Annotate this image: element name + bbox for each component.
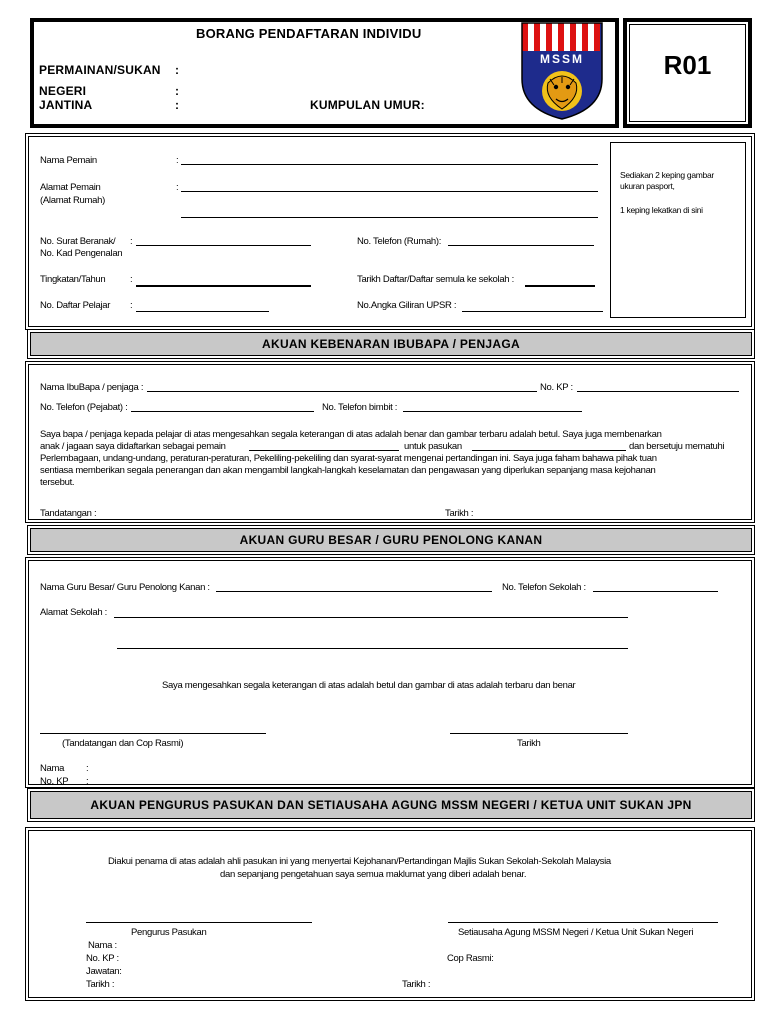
player-address-line-1[interactable]: [181, 191, 598, 192]
ic-colon: :: [130, 236, 133, 247]
parent-kp-label: No. KP :: [540, 382, 573, 393]
player-name-colon: :: [176, 155, 179, 166]
form-code: R01: [663, 50, 712, 80]
parent-decl-4: sentiasa memberikan segala penerangan dan akan mengambil langkah-langkah keselamatan dan pengawasan yang diperlukan sepanjang masa kejohanan: [40, 465, 656, 476]
ic-label: No. Kad Pengenalan: [40, 248, 123, 259]
parent-decl-2b: untuk pasukan: [404, 441, 462, 452]
birth-cert-label: No. Surat Beranak/: [40, 236, 116, 247]
headmaster-name-colon: :: [86, 763, 89, 774]
headmaster-section-header: [30, 528, 752, 552]
photo-note-2: ukuran pasport,: [620, 181, 675, 191]
form-title: BORANG PENDAFTARAN INDIVIDU: [196, 26, 422, 41]
headmaster-kp-short: No. KP: [40, 776, 69, 784]
mssm-logo: [520, 21, 604, 121]
student-no-label: No. Daftar Pelajar: [40, 300, 111, 311]
official-stamp-label: Cop Rasmi:: [447, 953, 494, 964]
form-year-line[interactable]: [136, 285, 311, 287]
parent-decl-2a: anak / jagaan saya didaftarkan sebagai pemain: [40, 441, 226, 452]
headmaster-name-short: Nama: [40, 763, 65, 774]
gender-label: JANTINA: [39, 98, 93, 112]
player-address-sub: (Alamat Rumah): [40, 195, 105, 206]
secretary-label: Setiausaha Agung MSSM Negeri / Ketua Unit Sukan Negeri: [458, 927, 694, 938]
sport-label: PERMAINAN/SUKAN: [39, 63, 161, 77]
headmaster-date-label: Tarikh: [517, 738, 541, 749]
team-manager-label: Pengurus Pasukan: [131, 927, 207, 938]
headmaster-sign-line[interactable]: [40, 733, 266, 734]
parent-team-line[interactable]: [472, 450, 626, 451]
register-date-label: Tarikh Daftar/Daftar semula ke sekolah :: [357, 274, 514, 285]
student-no-colon: :: [130, 300, 133, 311]
manager-confirm-2: dan sepanjang pengetahuan saya semua maklumat yang diberi adalah benar.: [220, 869, 527, 880]
school-phone-line[interactable]: [593, 591, 718, 592]
parent-section-header: [30, 332, 752, 356]
office-phone-label: No. Telefon (Pejabat) :: [40, 402, 128, 413]
school-address-label: Alamat Sekolah :: [40, 607, 108, 618]
parent-date-label: Tarikh :: [445, 508, 474, 518]
parent-section-title: AKUAN KEBENARAN IBUBAPA / PENJAGA: [262, 337, 520, 351]
student-no-line[interactable]: [136, 311, 269, 312]
parent-signature-row: [40, 505, 740, 518]
secretary-date-label: Tarikh :: [402, 979, 431, 990]
phone-home-line[interactable]: [448, 245, 594, 246]
logo-text: MSSM: [540, 52, 584, 66]
headmaster-kp-row: [40, 776, 160, 784]
state-colon: :: [175, 84, 180, 98]
manager-confirm-1: Diakui penama di atas adalah ahli pasukan ini yang menyertai Kejohanan/Pertandingan Majlis Sukan Sekolah-Sekolah Malaysia: [108, 856, 611, 867]
photo-note-1: Sediakan 2 keping gambar: [620, 170, 714, 180]
manager-section-title: AKUAN PENGURUS PASUKAN DAN SETIAUSAHA AGUNG MSSM NEGERI / KETUA UNIT SUKAN JPN: [90, 798, 692, 812]
ic-line[interactable]: [136, 245, 311, 246]
manager-section-header: [30, 791, 752, 819]
gender-colon: :: [175, 98, 180, 112]
headmaster-date-line[interactable]: [450, 733, 628, 734]
secretary-sign-line[interactable]: [448, 922, 718, 923]
state-label: NEGERI: [39, 84, 87, 98]
headmaster-section-title: AKUAN GURU BESAR / GURU PENOLONG KANAN: [239, 533, 543, 547]
headmaster-kp-colon: :: [86, 776, 89, 784]
player-address-colon: :: [176, 182, 179, 193]
form-code-box: [623, 18, 752, 128]
photo-box[interactable]: [610, 142, 746, 318]
sign-stamp-label: (Tandatangan dan Cop Rasmi): [62, 738, 184, 749]
headmaster-name-label: Nama Guru Besar/ Guru Penolong Kanan :: [40, 582, 210, 593]
mobile-label: No. Telefon bimbit :: [322, 402, 398, 413]
parent-name-label: Nama IbuBapa / penjaga :: [40, 382, 144, 393]
manager-date-label: Tarikh :: [86, 979, 115, 990]
form-year-colon: :: [130, 274, 133, 285]
school-phone-label: No. Telefon Sekolah :: [502, 582, 586, 593]
headmaster-confirm-text: Saya mengesahkan segala keterangan di atas adalah betul dan gambar di atas adalah terbaru dan benar: [162, 680, 576, 691]
parent-signature-label: Tandatangan :: [40, 508, 97, 518]
school-address-line-2[interactable]: [117, 648, 628, 649]
form-year-label: Tingkatan/Tahun: [40, 274, 106, 285]
phone-home-label: No. Telefon (Rumah):: [357, 236, 442, 247]
team-manager-sign-line[interactable]: [86, 922, 312, 923]
parent-decl-5: tersebut.: [40, 477, 75, 488]
parent-decl-1: Saya bapa / penjaga kepada pelajar di atas mengesahkan segala keterangan di atas adalah benar dan gambar terbaru adalah betul. Saya juga membenarkan: [40, 429, 662, 440]
manager-position-label: Jawatan:: [86, 966, 122, 977]
player-name-label: Nama Pemain: [40, 155, 97, 166]
headmaster-name-line[interactable]: [216, 591, 492, 592]
sport-colon: :: [175, 63, 180, 77]
parent-name-line[interactable]: [147, 391, 537, 392]
manager-kp-label: No. KP :: [86, 953, 119, 964]
age-group-label: KUMPULAN UMUR:: [310, 98, 425, 112]
mobile-line[interactable]: [403, 411, 582, 412]
parent-sport-line[interactable]: [249, 450, 399, 451]
player-address-line-2[interactable]: [181, 217, 598, 218]
player-address-label: Alamat Pemain: [40, 182, 101, 193]
school-address-line-1[interactable]: [114, 617, 628, 618]
player-name-line[interactable]: [181, 164, 598, 165]
upsr-label: No.Angka Giliran UPSR :: [357, 300, 457, 311]
parent-decl-3: Perlembagaan, undang-undang, peraturan-peraturan, Pekeliling-pekeliling dan syarat-syarat mengenai pertandingan ini. Saya juga faham bahawa pihak tuan: [40, 453, 657, 464]
manager-name-label: Nama :: [88, 940, 117, 951]
upsr-line[interactable]: [462, 311, 603, 312]
photo-note-3: 1 keping lekatkan di sini: [620, 205, 703, 215]
register-date-line[interactable]: [525, 285, 595, 287]
parent-decl-2c: dan bersetuju mematuhi: [629, 441, 725, 452]
office-phone-line[interactable]: [131, 411, 314, 412]
headmaster-section: [28, 560, 752, 785]
parent-kp-line[interactable]: [577, 391, 739, 392]
